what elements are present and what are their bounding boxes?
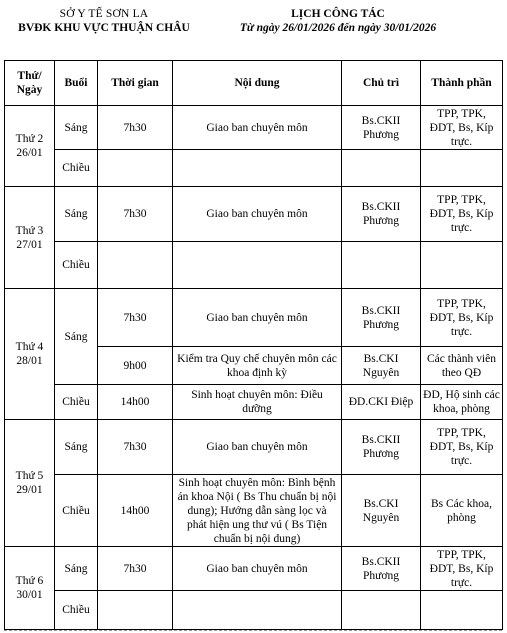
content-cell: Giao ban chuyên môn (173, 289, 342, 347)
day-date: 27/01 (16, 238, 43, 251)
header-day: Thứ/ Ngày (5, 61, 55, 106)
table-row (5, 420, 503, 475)
content-cell: Giao ban chuyên môn (173, 547, 342, 591)
day-date: 29/01 (16, 484, 43, 496)
day-date: 28/01 (16, 355, 43, 367)
chair-cell: Bs.CKII Phương (342, 420, 421, 475)
time-cell: 9h00 (98, 347, 173, 385)
page-divider (4, 630, 502, 631)
participants-cell: TPP, TPK, ĐDT, Bs, Kíp trực. (421, 547, 503, 591)
session-cell: Sáng (55, 420, 98, 475)
time-cell: 7h30 (98, 289, 173, 347)
session-cell: Sáng (55, 547, 98, 591)
header-time: Thời gian (98, 61, 173, 106)
content-cell (173, 150, 342, 187)
participants-cell (421, 242, 503, 289)
table-row (5, 591, 503, 630)
table-row (5, 385, 503, 420)
document-title: LỊCH CÔNG TÁC (291, 8, 385, 20)
table-row (5, 289, 503, 347)
date-range: Từ ngày 26/01/2026 đến ngày 30/01/2026 (239, 22, 437, 34)
day-cell (5, 420, 55, 547)
department-name: SỞ Y TẾ SƠN LA (59, 8, 149, 20)
day-name: Thứ 4 (15, 341, 44, 353)
header-participants: Thành phần (421, 61, 503, 106)
chair-cell (342, 242, 421, 289)
chair-cell: ĐD.CKI Điệp (342, 385, 421, 420)
day-name: Thứ 6 (15, 575, 44, 587)
content-cell (173, 242, 342, 289)
table-row (5, 242, 503, 289)
day-cell (5, 187, 55, 289)
session-cell: Chiều (55, 385, 98, 420)
chair-cell (342, 150, 421, 187)
table-row (5, 475, 503, 547)
time-cell (98, 591, 173, 630)
table-row (5, 187, 503, 242)
chair-cell: Bs.CKII Phương (342, 547, 421, 591)
day-cell (5, 106, 55, 187)
header-chair: Chủ trì (342, 61, 421, 106)
time-cell: 14h00 (98, 475, 173, 547)
header-content: Nội dung (173, 61, 342, 106)
session-cell: Chiều (55, 150, 98, 187)
participants-cell: ĐD, Hộ sinh các khoa, phòng (421, 385, 503, 420)
participants-cell: TPP, TPK, ĐDT, Bs, Kíp trực. (421, 106, 503, 150)
time-cell (98, 150, 173, 187)
chair-cell: Bs.CKII Phương (342, 106, 421, 150)
organization-header (4, 8, 204, 34)
hospital-name: BVĐK KHU VỰC THUẬN CHÂU (18, 22, 190, 34)
time-cell: 7h30 (98, 187, 173, 242)
day-name: Thứ 5 (15, 470, 44, 482)
participants-cell (421, 150, 503, 187)
session-cell: Chiều (55, 475, 98, 547)
table-row (5, 106, 503, 150)
chair-cell: Bs.CKII Phương (342, 289, 421, 347)
participants-cell (421, 591, 503, 630)
participants-cell: TPP, TPK, ĐDT, Bs, Kíp trực. (421, 289, 503, 347)
chair-cell: Bs.CKII Phương (342, 187, 421, 242)
day-name: Thứ 2 (15, 133, 44, 145)
session-cell: Chiều (55, 242, 98, 289)
participants-cell: TPP, TPK, ĐDT, Bs, Kíp trực. (421, 187, 503, 242)
header-session: Buổi (55, 61, 98, 106)
chair-cell: Bs.CKI Nguyên (342, 475, 421, 547)
time-cell (98, 242, 173, 289)
content-cell: Giao ban chuyên môn (173, 420, 342, 475)
day-name: Thứ 3 (15, 224, 44, 237)
participants-cell: TPP, TPK, ĐDT, Bs, Kíp trực. (421, 420, 503, 475)
session-cell: Sáng (55, 187, 98, 242)
session-cell: Chiều (55, 591, 98, 630)
chair-cell (342, 591, 421, 630)
day-cell (5, 289, 55, 420)
content-cell: Kiểm tra Quy chế chuyên môn các khoa định kỳ (173, 347, 342, 385)
day-date: 26/01 (16, 147, 43, 159)
schedule-table (4, 60, 503, 630)
header-row (5, 61, 503, 106)
table-row (5, 547, 503, 591)
day-cell (5, 547, 55, 630)
document-title-block (228, 8, 448, 34)
participants-cell: Bs Các khoa, phòng (421, 475, 503, 547)
participants-cell: Các thành viên theo QĐ (421, 347, 503, 385)
session-cell: Sáng (55, 289, 98, 385)
content-cell (173, 591, 342, 630)
session-cell: Sáng (55, 106, 98, 150)
time-cell: 14h00 (98, 385, 173, 420)
content-cell: Giao ban chuyên môn (173, 106, 342, 150)
time-cell: 7h30 (98, 420, 173, 475)
chair-cell: Bs.CKI Nguyên (342, 347, 421, 385)
table-row (5, 150, 503, 187)
content-cell: Sinh hoạt chuyên môn: Điều dưỡng (173, 385, 342, 420)
time-cell: 7h30 (98, 106, 173, 150)
content-cell: Giao ban chuyên môn (173, 187, 342, 242)
time-cell: 7h30 (98, 547, 173, 591)
day-date: 30/01 (16, 589, 43, 601)
content-cell: Sinh hoạt chuyên môn: Bình bệnh án khoa Nội ( Bs Thu chuẩn bị nội dung); Hướng dẫn sàng lọc và phát hiện ung thư vú ( Bs Tiện chuẩn bị nội dung) (173, 475, 342, 547)
